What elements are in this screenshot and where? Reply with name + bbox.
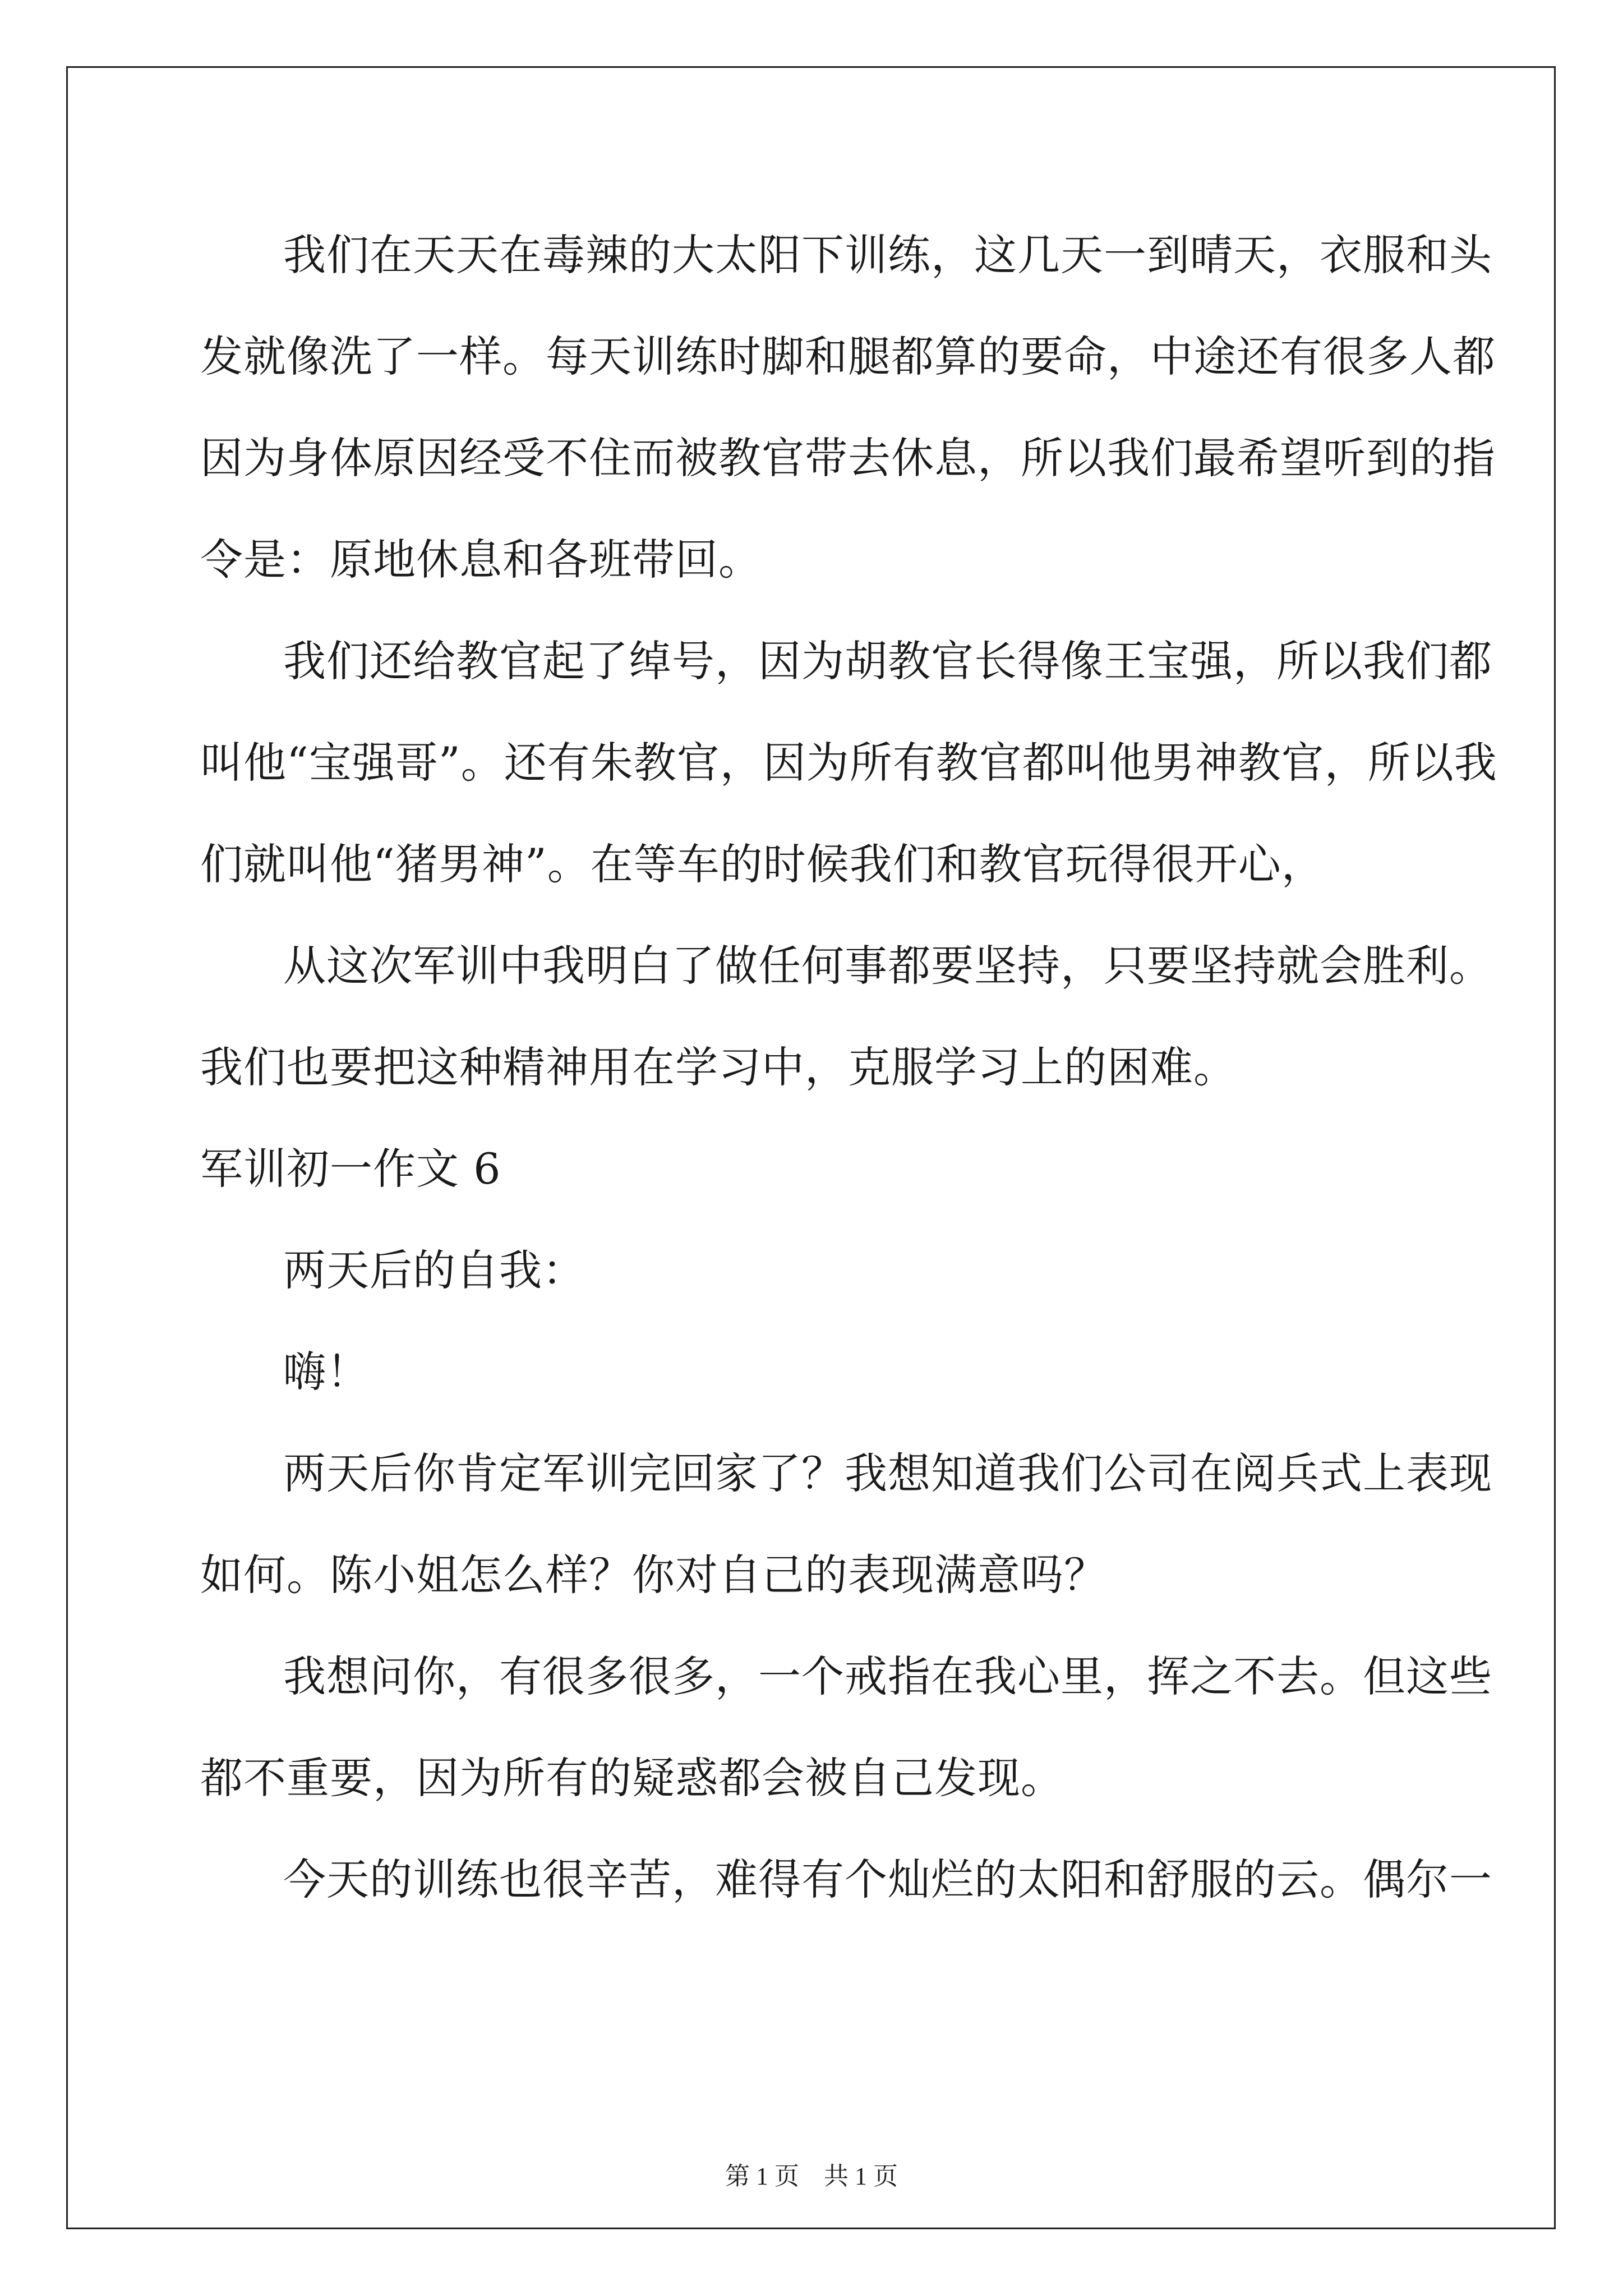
paragraph-line: 两天后你肯定军训完回家了？我想知道我们公司在阅兵式上表现 [283, 1448, 1492, 1498]
paragraph-line: 从这次军训中我明白了做任何事都要坚持，只要坚持就会胜利。 [283, 941, 1492, 991]
paragraph-line: 我想问你，有很多很多，一个戒指在我心里，挥之不去。但这些 [283, 1651, 1492, 1701]
page-footer: 第 1 页 共 1 页 [725, 2162, 898, 2190]
paragraph-line: 我们在天天在毒辣的大太阳下训练，这几天一到晴天，衣服和头 [283, 230, 1492, 280]
paragraph-line: 嗨！ [283, 1347, 370, 1397]
paragraph-line: 我们还给教官起了绰号，因为胡教官长得像王宝强，所以我们都 [283, 636, 1492, 686]
paragraph-line: 令是：原地休息和各班带回。 [200, 535, 762, 585]
section-heading: 军训初一作文 6 [200, 1144, 501, 1194]
paragraph-line: 叫他“宝强哥”。还有朱教官，因为所有教官都叫他男神教官，所以我 [200, 738, 1497, 788]
paragraph-line: 发就像洗了一样。每天训练时脚和腿都算的要命，中途还有很多人都 [200, 332, 1496, 381]
paragraph-line: 们就叫他“猪男神”。在等车的时候我们和教官玩得很开心， [200, 839, 1325, 889]
paragraph-line: 如何。陈小姐怎么样？你对自己的表现满意吗？ [200, 1550, 1107, 1600]
paragraph-line: 因为身体原因经受不住而被教官带去休息，所以我们最希望听到的指 [200, 433, 1496, 483]
paragraph-line: 今天的训练也很辛苦，难得有个灿烂的太阳和舒服的云。偶尔一 [283, 1855, 1492, 1904]
paragraph-line: 都不重要，因为所有的疑惑都会被自己发现。 [200, 1753, 1064, 1803]
paragraph-line: 两天后的自我： [283, 1245, 585, 1295]
paragraph-line: 我们也要把这种精神用在学习中，克服学习上的困难。 [200, 1042, 1237, 1092]
